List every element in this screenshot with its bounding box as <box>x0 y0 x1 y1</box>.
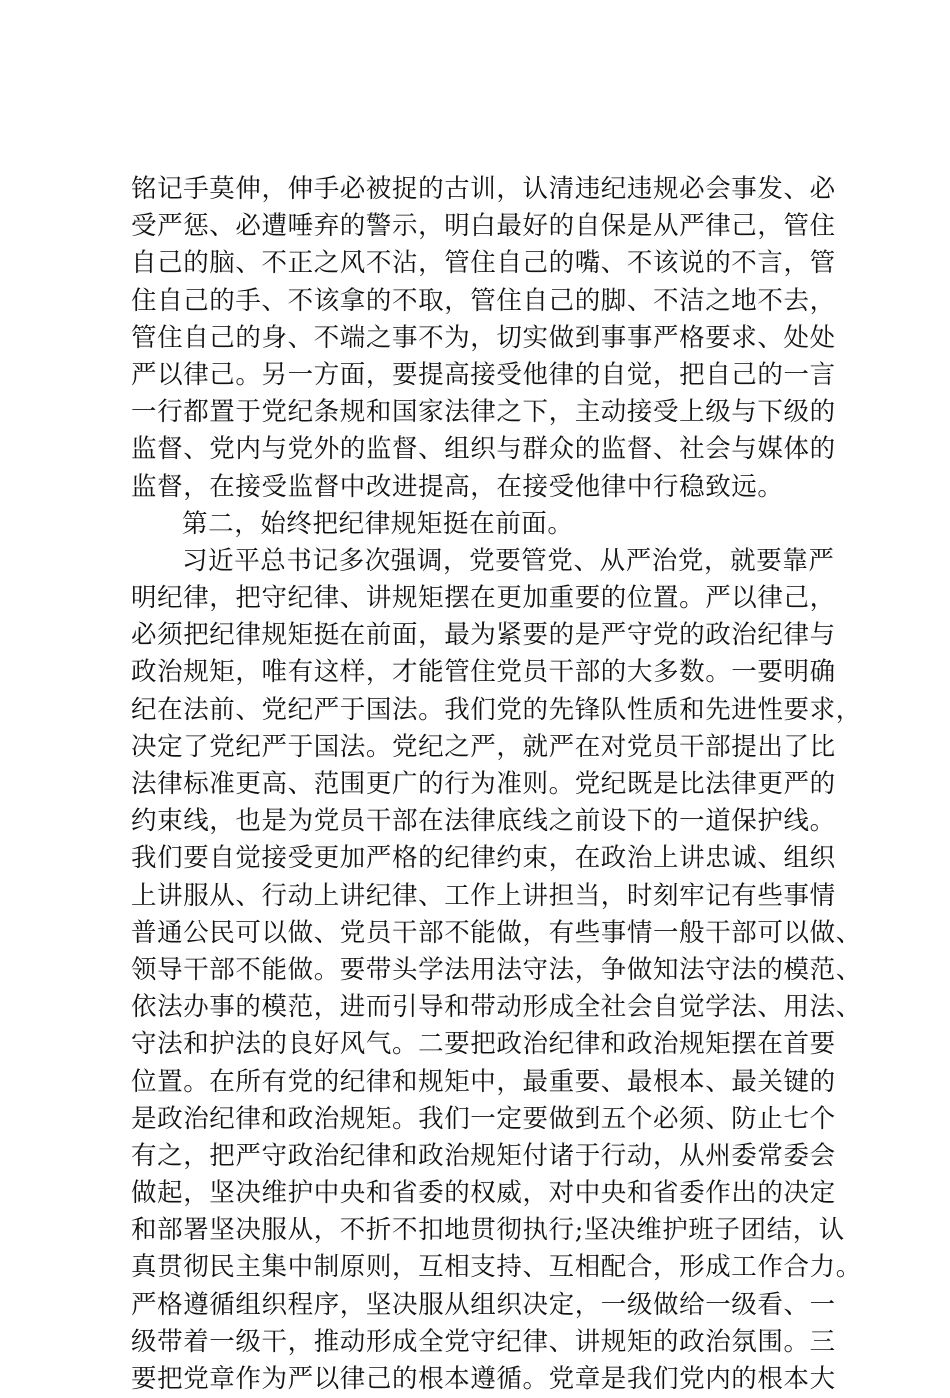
text-line: 严格遵循组织程序，坚决服从组织决定，一级做给一级看、一 <box>131 1289 836 1320</box>
text-line: 位置。在所有党的纪律和规矩中，最重要、最根本、最关键的 <box>131 1066 836 1097</box>
text-line: 我们要自觉接受更加严格的纪律约束，在政治上讲忠诚、组织 <box>131 843 836 874</box>
text-line: 受严惩、必遭唾弃的警示，明白最好的自保是从严律己，管住 <box>131 211 836 242</box>
text-line: 监督，在接受监督中改进提高，在接受他律中行稳致远。 <box>131 471 784 502</box>
text-line: 是政治纪律和政治规矩。我们一定要做到五个必须、防止七个 <box>131 1103 836 1134</box>
text-line: 决定了党纪严于国法。党纪之严，就严在对党员干部提出了比 <box>131 731 836 762</box>
text-line: 严以律己。另一方面，要提高接受他律的自觉，把自己的一言 <box>131 359 836 390</box>
text-line: 政治规矩，唯有这样，才能管住党员干部的大多数。一要明确 <box>131 657 836 688</box>
body-text <box>131 171 862 1398</box>
text-line: 守法和护法的良好风气。二要把政治纪律和政治规矩摆在首要 <box>131 1029 836 1060</box>
text-line: 和部署坚决服从，不折不扣地贯彻执行;坚决维护班子团结，认 <box>131 1215 845 1246</box>
text-line: 约束线，也是为党员干部在法律底线之前设下的一道保护线。 <box>131 806 836 837</box>
text-line: 普通公民可以做、党员干部不能做，有些事情一般干部可以做、 <box>131 917 862 948</box>
text-line: 自己的脑、不正之风不沾，管住自己的嘴、不该说的不言，管 <box>131 248 836 279</box>
text-line: 一行都置于党纪条规和国家法律之下，主动接受上级与下级的 <box>131 397 836 428</box>
text-line: 明纪律，把守纪律、讲规矩摆在更加重要的位置。严以律己， <box>131 583 836 614</box>
text-line: 铭记手莫伸，伸手必被捉的古训，认清违纪违规必会事发、必 <box>131 174 836 204</box>
section-heading: 第二，始终把纪律规矩挺在前面。 <box>182 508 574 539</box>
text-line: 纪在法前、党纪严于国法。我们党的先锋队性质和先进性要求， <box>131 694 862 725</box>
text-line: 要把党章作为严以律己的根本遵循。党章是我们党内的根本大 <box>131 1364 836 1394</box>
text-line: 上讲服从、行动上讲纪律、工作上讲担当，时刻牢记有些事情 <box>131 880 836 911</box>
text-line: 依法办事的模范，进而引导和带动形成全社会自觉学法、用法、 <box>131 992 862 1023</box>
text-line: 领导干部不能做。要带头学法用法守法，争做知法守法的模范、 <box>131 954 862 985</box>
text-line: 监督、党内与党外的监督、组织与群众的监督、社会与媒体的 <box>131 434 836 465</box>
text-line: 法律标准更高、范围更广的行为准则。党纪既是比法律更严的 <box>131 769 836 799</box>
text-line: 有之，把严守政治纪律和政治规矩付诸于行动，从州委常委会 <box>131 1140 836 1171</box>
text-line: 级带着一级干，推动形成全党守纪律、讲规矩的政治氛围。三 <box>131 1326 836 1357</box>
text-line: 住自己的手、不该拿的不取，管住自己的脚、不洁之地不去， <box>131 285 836 316</box>
text-line: 管住自己的身、不端之事不为，切实做到事事严格要求、处处 <box>131 322 836 353</box>
text-line: 真贯彻民主集中制原则，互相支持、互相配合，形成工作合力。 <box>131 1252 862 1283</box>
text-line: 做起，坚决维护中央和省委的权威，对中央和省委作出的决定 <box>131 1178 836 1209</box>
text-line: 必须把纪律规矩挺在前面，最为紧要的是严守党的政治纪律与 <box>131 620 836 651</box>
paragraph-first-line: 习近平总书记多次强调，党要管党、从严治党，就要靠严 <box>182 545 835 576</box>
